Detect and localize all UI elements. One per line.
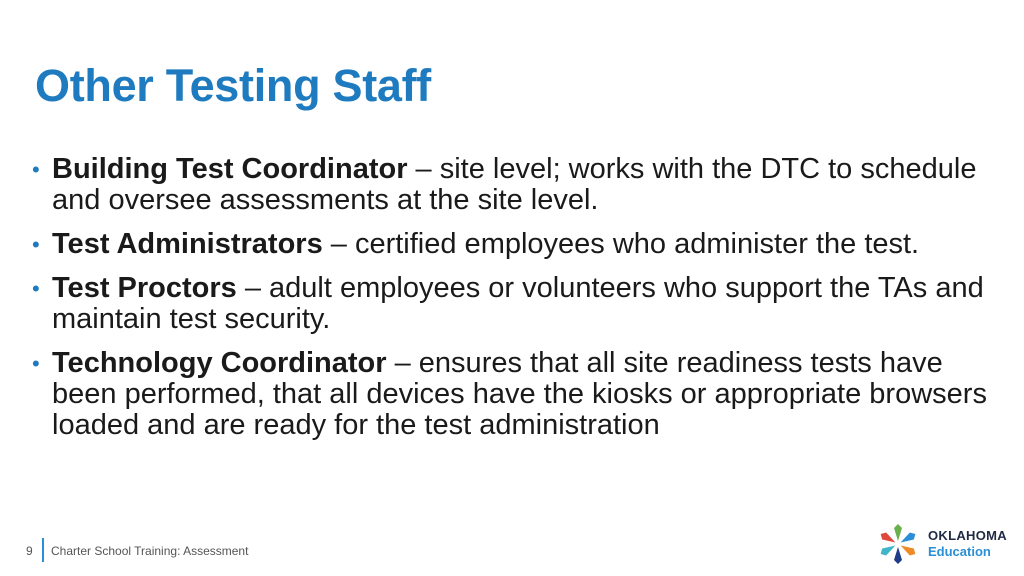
- logo-text-oklahoma: OKLAHOMA: [928, 528, 1007, 543]
- bullet-list: [32, 154, 992, 454]
- bullet-term: Building Test Coordinator: [52, 153, 408, 185]
- bullet-description: – site level; works with the DTC to schedule and oversee assessments at the site level.: [52, 153, 977, 216]
- bullet-dot-icon: •: [32, 232, 40, 257]
- bullet-term: Technology Coordinator: [52, 347, 387, 379]
- oklahoma-education-logo: [876, 520, 1016, 568]
- oklahoma-star-icon: [876, 522, 920, 566]
- bullet-dot-icon: •: [32, 157, 40, 182]
- bullet-item-building-test-coordinator: [32, 154, 992, 216]
- star-petal-red: [879, 531, 898, 546]
- slide-title: Other Testing Staff: [35, 60, 431, 111]
- bullet-description: – adult employees or volunteers who support the TAs and maintain test security.: [52, 272, 984, 335]
- bullet-term: Test Administrators: [52, 228, 323, 260]
- bullet-dot-icon: •: [32, 276, 40, 301]
- bullet-description: – certified employees who administer the test.: [322, 228, 920, 260]
- star-petal-navy: [894, 547, 902, 564]
- star-petal-green: [894, 524, 902, 541]
- bullet-item-test-administrators: [32, 229, 992, 260]
- page-number: 9: [26, 544, 33, 558]
- logo-text-education: Education: [928, 544, 991, 559]
- star-petal-blue: [899, 531, 918, 546]
- bullet-term: Test Proctors: [52, 272, 237, 304]
- footer-text: Charter School Training: Assessment: [51, 544, 249, 558]
- bullet-item-technology-coordinator: [32, 348, 992, 441]
- bullet-description: – ensures that all site readiness tests have been performed, that all devices have the kiosks or appropriate browsers loaded and are ready for the test administration: [52, 347, 987, 441]
- footer-divider: [42, 538, 44, 562]
- star-petal-teal: [879, 542, 898, 557]
- star-petal-orange: [899, 542, 918, 557]
- bullet-item-test-proctors: [32, 273, 992, 335]
- bullet-dot-icon: •: [32, 351, 40, 376]
